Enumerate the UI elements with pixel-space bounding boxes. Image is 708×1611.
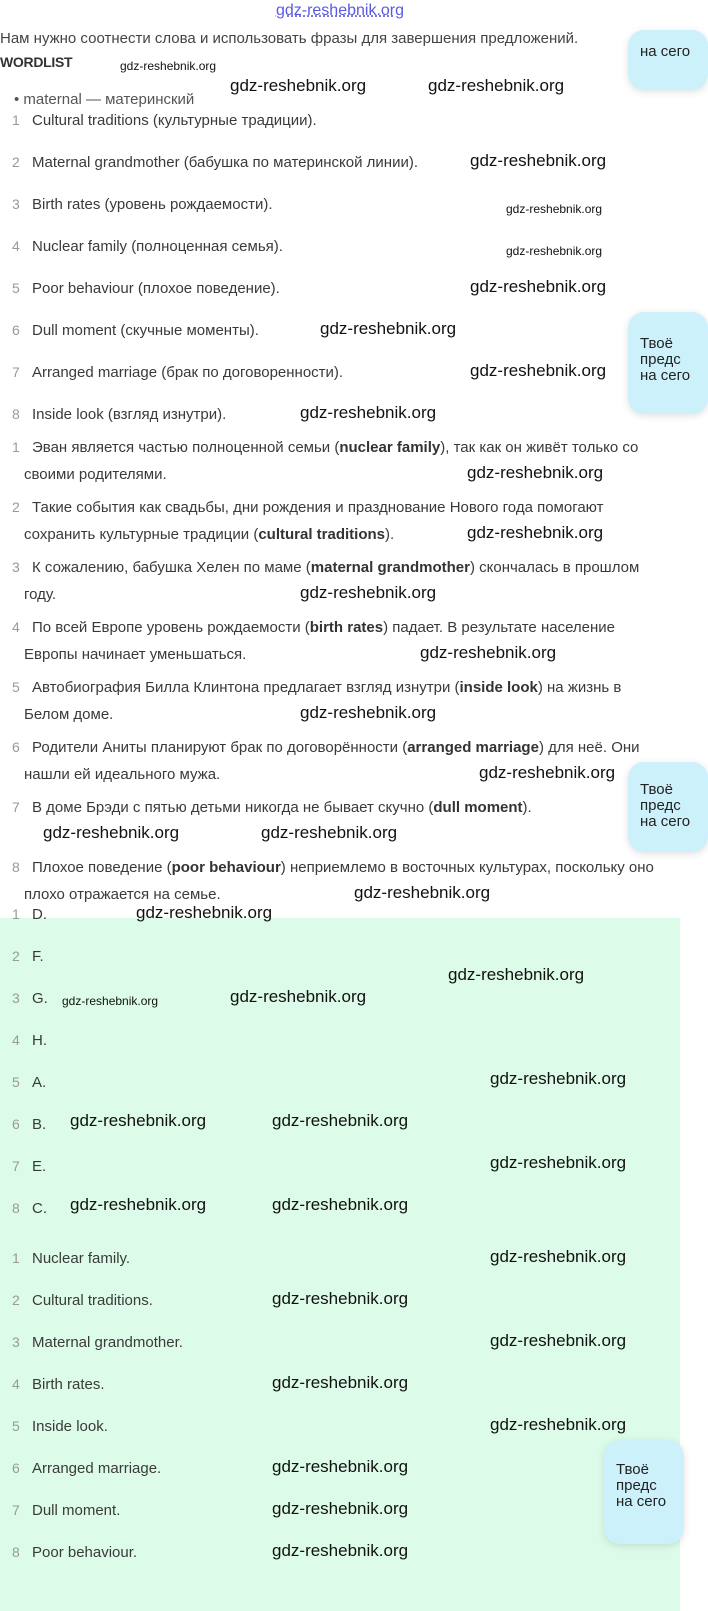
sentence-post: ) для неё. Они нашли ей идеального мужа. bbox=[24, 739, 640, 783]
item-text: E. bbox=[32, 1158, 47, 1175]
watermark: gdz-reshebnik.org bbox=[70, 1111, 207, 1130]
item-text: Birth rates (уровень рождаемости). bbox=[32, 196, 273, 213]
item-number: 3 bbox=[12, 1334, 20, 1350]
item-text bbox=[24, 854, 660, 908]
watermark: gdz-reshebnik.org bbox=[272, 1111, 409, 1130]
item-number: 2 bbox=[12, 154, 20, 170]
item-text: D. bbox=[32, 906, 47, 923]
item-number: 7 bbox=[12, 1502, 20, 1518]
sentence-term: inside look bbox=[459, 679, 538, 696]
bubble-text: Твоё bbox=[616, 1461, 649, 1478]
bubble-text: на сего bbox=[640, 813, 691, 830]
watermark: gdz-reshebnik.org bbox=[506, 244, 603, 258]
item-text: H. bbox=[32, 1032, 47, 1049]
item-text: Poor behaviour (плохое поведение). bbox=[32, 280, 280, 297]
watermark: gdz-reshebnik.org bbox=[136, 903, 273, 922]
watermark: gdz-reshebnik.org bbox=[490, 1247, 627, 1266]
sentence-post: ) на жизнь в Белом доме. bbox=[24, 679, 622, 723]
sentence-pre: Автобиография Билла Клинтона предлагает взгляд изнутри ( bbox=[32, 679, 460, 696]
watermark: gdz-reshebnik.org bbox=[120, 59, 217, 73]
watermark: gdz-reshebnik.org bbox=[272, 1373, 409, 1392]
watermark: gdz-reshebnik.org bbox=[272, 1289, 409, 1308]
item-number: 3 bbox=[12, 990, 20, 1006]
watermark: gdz-reshebnik.org bbox=[320, 319, 457, 338]
item-number: 1 bbox=[12, 439, 20, 455]
sentence-term: nuclear family bbox=[339, 439, 441, 456]
item-number: 7 bbox=[12, 799, 20, 815]
item-text: C. bbox=[32, 1200, 47, 1217]
sentence-pre: В доме Брэди с пятью детьми никогда не бывает скучно ( bbox=[32, 799, 434, 816]
bubble-text: на сего bbox=[616, 1493, 667, 1510]
item-number: 7 bbox=[12, 364, 20, 380]
wordlist-bullet: • maternal — материнский bbox=[14, 91, 195, 108]
item-text: Dull moment (скучные моменты). bbox=[32, 322, 259, 339]
item-text: G. bbox=[32, 990, 48, 1007]
item-number: 1 bbox=[12, 906, 20, 922]
watermark: gdz-reshebnik.org bbox=[490, 1069, 627, 1088]
item-text: A. bbox=[32, 1074, 47, 1091]
watermark: gdz-reshebnik.org bbox=[261, 823, 398, 842]
watermark: gdz-reshebnik.org bbox=[230, 76, 367, 95]
sentence-term: arranged marriage bbox=[407, 739, 539, 756]
sentence-term: dull moment bbox=[433, 799, 523, 816]
item-number: 8 bbox=[12, 1544, 20, 1560]
item-number: 6 bbox=[12, 739, 20, 755]
sentence-pre: Эван является частью полноценной семьи ( bbox=[32, 439, 340, 456]
item-number: 1 bbox=[12, 112, 20, 128]
sentence-post: ) скончалась в прошлом году. bbox=[24, 559, 640, 603]
sentence-post: ), так как он живёт только со своими родителями. bbox=[24, 439, 639, 483]
watermark: gdz-reshebnik.org bbox=[470, 277, 607, 296]
item-number: 8 bbox=[12, 859, 20, 875]
sentence-post: ). bbox=[522, 799, 532, 816]
watermark: gdz-reshebnik.org bbox=[70, 1195, 207, 1214]
watermark: gdz-reshebnik.org bbox=[62, 994, 159, 1008]
item-number: 7 bbox=[12, 1158, 20, 1174]
item-number: 6 bbox=[12, 1116, 20, 1132]
item-number: 2 bbox=[12, 948, 20, 964]
item-number: 5 bbox=[12, 1418, 20, 1434]
watermark: gdz-reshebnik.org bbox=[467, 523, 604, 542]
item-text: Arranged marriage (брак по договоренности). bbox=[32, 364, 344, 381]
watermark: gdz-reshebnik.org bbox=[470, 151, 607, 170]
sentence-pre: По всей Европе уровень рождаемости ( bbox=[32, 619, 310, 636]
item-number: 5 bbox=[12, 1074, 20, 1090]
item-number: 5 bbox=[12, 679, 20, 695]
item-text: Cultural traditions. bbox=[32, 1292, 153, 1309]
item-text: Inside look. bbox=[32, 1418, 108, 1435]
bubble-text: предс bbox=[640, 351, 681, 368]
bubble-text: на сего bbox=[640, 367, 691, 384]
item-number: 6 bbox=[12, 1460, 20, 1476]
watermark: gdz-reshebnik.org bbox=[272, 1195, 409, 1214]
wordlist-bullet-text: maternal — материнский bbox=[23, 91, 195, 108]
item-number: 2 bbox=[12, 1292, 20, 1308]
item-text: Birth rates. bbox=[32, 1376, 105, 1393]
watermark: gdz-reshebnik.org bbox=[490, 1331, 627, 1350]
watermark: gdz-reshebnik.org bbox=[448, 965, 585, 984]
sentence-post: ) неприемлемо в восточных культурах, поскольку оно плохо отражается на семье. bbox=[24, 859, 654, 903]
watermark: gdz-reshebnik.org bbox=[506, 202, 603, 216]
watermark: gdz-reshebnik.org bbox=[230, 987, 367, 1006]
item-number: 2 bbox=[12, 499, 20, 515]
item-number: 8 bbox=[12, 1200, 20, 1216]
item-text: B. bbox=[32, 1116, 47, 1133]
bubble-text: на сего bbox=[640, 43, 691, 60]
item-number: 4 bbox=[12, 238, 20, 254]
wordlist-title: WORDLIST bbox=[0, 54, 73, 70]
item-text: F. bbox=[32, 948, 44, 965]
watermark: gdz-reshebnik.org bbox=[470, 361, 607, 380]
intro-text: Нам нужно соотнести слова и использовать фразы для завершения предложений. bbox=[0, 30, 579, 47]
site-link[interactable]: gdz-reshebnik.org bbox=[275, 2, 405, 19]
item-number: 3 bbox=[12, 559, 20, 575]
bubble-text: Твоё bbox=[640, 781, 673, 798]
bubble-text: предс bbox=[616, 1477, 657, 1494]
watermark: gdz-reshebnik.org bbox=[272, 1541, 409, 1560]
item-number: 1 bbox=[12, 1250, 20, 1266]
bubble-text: предс bbox=[640, 797, 681, 814]
sentence-post: ) падает. В результате население Европы начинает уменьшаться. bbox=[24, 619, 616, 663]
watermark: gdz-reshebnik.org bbox=[490, 1415, 627, 1434]
sentence-term: cultural traditions bbox=[258, 526, 386, 543]
sentence-pre: Родители Аниты планируют брак по договорённости ( bbox=[32, 739, 408, 756]
item-number: 8 bbox=[12, 406, 20, 422]
sentence-pre: Плохое поведение ( bbox=[32, 859, 172, 876]
watermark: gdz-reshebnik.org bbox=[272, 1457, 409, 1476]
sentence-post: ). bbox=[385, 526, 395, 543]
item-number: 4 bbox=[12, 1376, 20, 1392]
item-number: 6 bbox=[12, 322, 20, 338]
sentence-pre: Такие события как свадьбы, дни рождения и празднование Нового года помогают сохранить культурные традиции ( bbox=[24, 499, 604, 543]
watermark: gdz-reshebnik.org bbox=[272, 1499, 409, 1518]
item-number: 4 bbox=[12, 619, 20, 635]
item-text: Nuclear family. bbox=[32, 1250, 131, 1267]
item-text: Dull moment. bbox=[32, 1502, 121, 1519]
watermark: gdz-reshebnik.org bbox=[354, 883, 491, 902]
watermark: gdz-reshebnik.org bbox=[300, 583, 437, 602]
bubble-text: Твоё bbox=[640, 335, 673, 352]
sentence-term: poor behaviour bbox=[171, 859, 281, 876]
item-text: Maternal grandmother. bbox=[32, 1334, 183, 1351]
item-text: Cultural traditions (культурные традиции). bbox=[32, 112, 317, 129]
watermark: gdz-reshebnik.org bbox=[420, 643, 557, 662]
item-text: Inside look (взгляд изнутри). bbox=[32, 406, 227, 423]
watermark: gdz-reshebnik.org bbox=[479, 763, 616, 782]
watermark: gdz-reshebnik.org bbox=[43, 823, 180, 842]
watermark: gdz-reshebnik.org bbox=[428, 76, 565, 95]
item-text bbox=[24, 794, 660, 821]
chat-bubble[interactable] bbox=[628, 30, 708, 90]
item-text bbox=[24, 614, 660, 668]
chat-bubble[interactable] bbox=[628, 762, 708, 852]
item-text: Arranged marriage. bbox=[32, 1460, 162, 1477]
item-number: 3 bbox=[12, 196, 20, 212]
item-text: Poor behaviour. bbox=[32, 1544, 138, 1561]
sentence-pre: К сожалению, бабушка Хелен по маме ( bbox=[32, 559, 311, 576]
item-text: Nuclear family (полноценная семья). bbox=[32, 238, 283, 255]
watermark: gdz-reshebnik.org bbox=[467, 463, 604, 482]
watermark: gdz-reshebnik.org bbox=[490, 1153, 627, 1172]
item-number: 4 bbox=[12, 1032, 20, 1048]
item-number: 5 bbox=[12, 280, 20, 296]
watermark: gdz-reshebnik.org bbox=[300, 703, 437, 722]
sentence-term: maternal grandmother bbox=[310, 559, 470, 576]
chat-bubble[interactable] bbox=[604, 1440, 684, 1544]
watermark: gdz-reshebnik.org bbox=[300, 403, 437, 422]
chat-bubble[interactable] bbox=[628, 312, 708, 414]
sentence-term: birth rates bbox=[309, 619, 384, 636]
item-text: Maternal grandmother (бабушка по материнской линии). bbox=[32, 154, 418, 171]
